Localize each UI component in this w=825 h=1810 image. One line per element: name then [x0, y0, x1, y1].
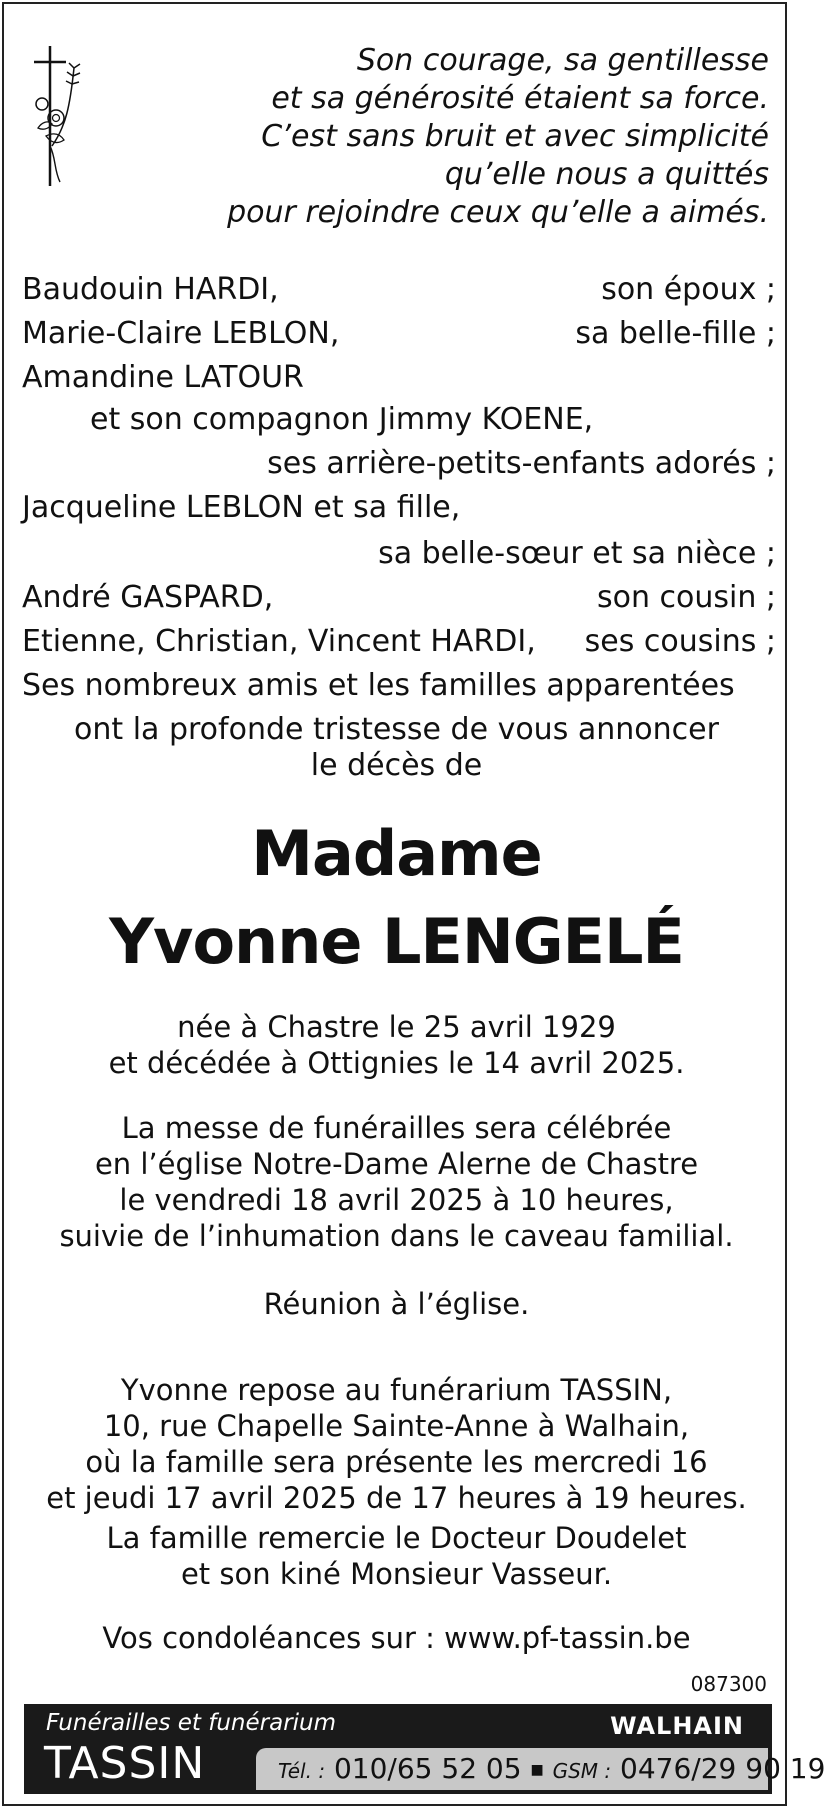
mass-line: le vendredi 18 avril 2025 à 10 heures, [119, 1183, 674, 1217]
family-member: Amandine LATOUR [22, 360, 304, 395]
family-relation: son cousin ; [596, 580, 776, 615]
family-relation: son époux ; [601, 272, 776, 307]
footer-tagline: Funérailles et funérarium [46, 1710, 337, 1736]
visitation-line: Yvonne repose au funérarium TASSIN, [120, 1373, 673, 1407]
thanks-line: et son kiné Monsieur Vasseur. [180, 1557, 613, 1591]
family-member: Marie-Claire LEBLON, [22, 316, 340, 351]
family-relation: ses arrière-petits-enfants adorés ; [267, 446, 776, 481]
visitation [4, 1372, 789, 1516]
mass-line: suivie de l’inhumation dans le caveau familial. [59, 1219, 734, 1253]
obituary-card [2, 2, 825, 1806]
gsm-label: GSM : [552, 1759, 612, 1783]
poem [169, 42, 769, 232]
thanks [4, 1520, 789, 1592]
footer-city: WALHAIN [610, 1712, 744, 1740]
poem-line: et sa générosité étaient sa force. [271, 81, 769, 116]
funeral-home-banner [24, 1704, 825, 1794]
family-row [22, 620, 776, 664]
poem-line: Son courage, sa gentillesse [356, 43, 769, 78]
family-row [22, 576, 776, 620]
family-member: Baudouin HARDI, [22, 272, 279, 307]
family-relation: sa belle-sœur et sa nièce ; [378, 536, 776, 571]
birth-line: née à Chastre le 25 avril 1929 [177, 1010, 616, 1044]
family-row [22, 532, 776, 576]
family-member: Etienne, Christian, Vincent HARDI, [22, 624, 536, 659]
family-row [22, 398, 776, 442]
family-relation: sa belle-fille ; [575, 316, 776, 351]
poem-line: C’est sans bruit et avec simplicité [261, 119, 769, 154]
tel-label: Tél. : [278, 1759, 326, 1783]
birth-death [4, 1009, 789, 1081]
death-line: et décédée à Ottignies le 14 avril 2025. [108, 1046, 685, 1080]
visitation-line: et jeudi 17 avril 2025 de 17 heures à 19 heures. [46, 1481, 747, 1515]
footer-brand: TASSIN [44, 1738, 206, 1789]
family-row [22, 664, 776, 708]
family-friends: Ses nombreux amis et les familles apparentées [22, 668, 735, 703]
meeting-note: Réunion à l’église. [263, 1287, 530, 1321]
visitation-line: où la famille sera présente les mercredi 16 [85, 1445, 708, 1479]
condolences-link[interactable]: Vos condoléances sur : www.pf-tassin.be [102, 1621, 691, 1655]
family-row [22, 268, 776, 312]
announcement-line: le décès de [310, 748, 483, 783]
family-member: André GASPARD, [22, 580, 274, 615]
family-member: et son compagnon Jimmy KOENE, [90, 402, 594, 437]
announcement-line: ont la profonde tristesse de vous annoncer [74, 712, 719, 747]
family-relation: ses cousins ; [584, 624, 776, 659]
footer-phones [256, 1748, 825, 1790]
thanks-line: La famille remercie le Docteur Doudelet [106, 1521, 687, 1555]
family-row [22, 442, 776, 486]
mass-line: en l’église Notre-Dame Alerne de Chastre [94, 1147, 699, 1181]
family-row [22, 356, 776, 400]
family-row [22, 312, 776, 356]
funeral-mass [4, 1110, 789, 1254]
family-member: Jacqueline LEBLON et sa fille, [22, 490, 461, 525]
visitation-line: 10, rue Chapelle Sainte-Anne à Walhain, [103, 1409, 690, 1443]
gsm-number[interactable]: 0476/29 90 19 [620, 1752, 825, 1785]
deceased-title: Madame [251, 817, 542, 890]
reference-number: 087300 [690, 1672, 767, 1696]
family-row [22, 486, 776, 530]
mass-line: La messe de funérailles sera célébrée [121, 1111, 672, 1145]
poem-line: pour rejoindre ceux qu’elle a aimés. [227, 195, 769, 230]
announcement [4, 712, 789, 784]
separator-icon: ■ [530, 1762, 544, 1778]
poem-line: qu’elle nous a quittés [444, 157, 769, 192]
tel-number[interactable]: 010/65 52 05 [333, 1752, 522, 1785]
deceased-name: Yvonne LENGELÉ [109, 905, 684, 978]
cross-with-flowers-icon [26, 46, 96, 196]
